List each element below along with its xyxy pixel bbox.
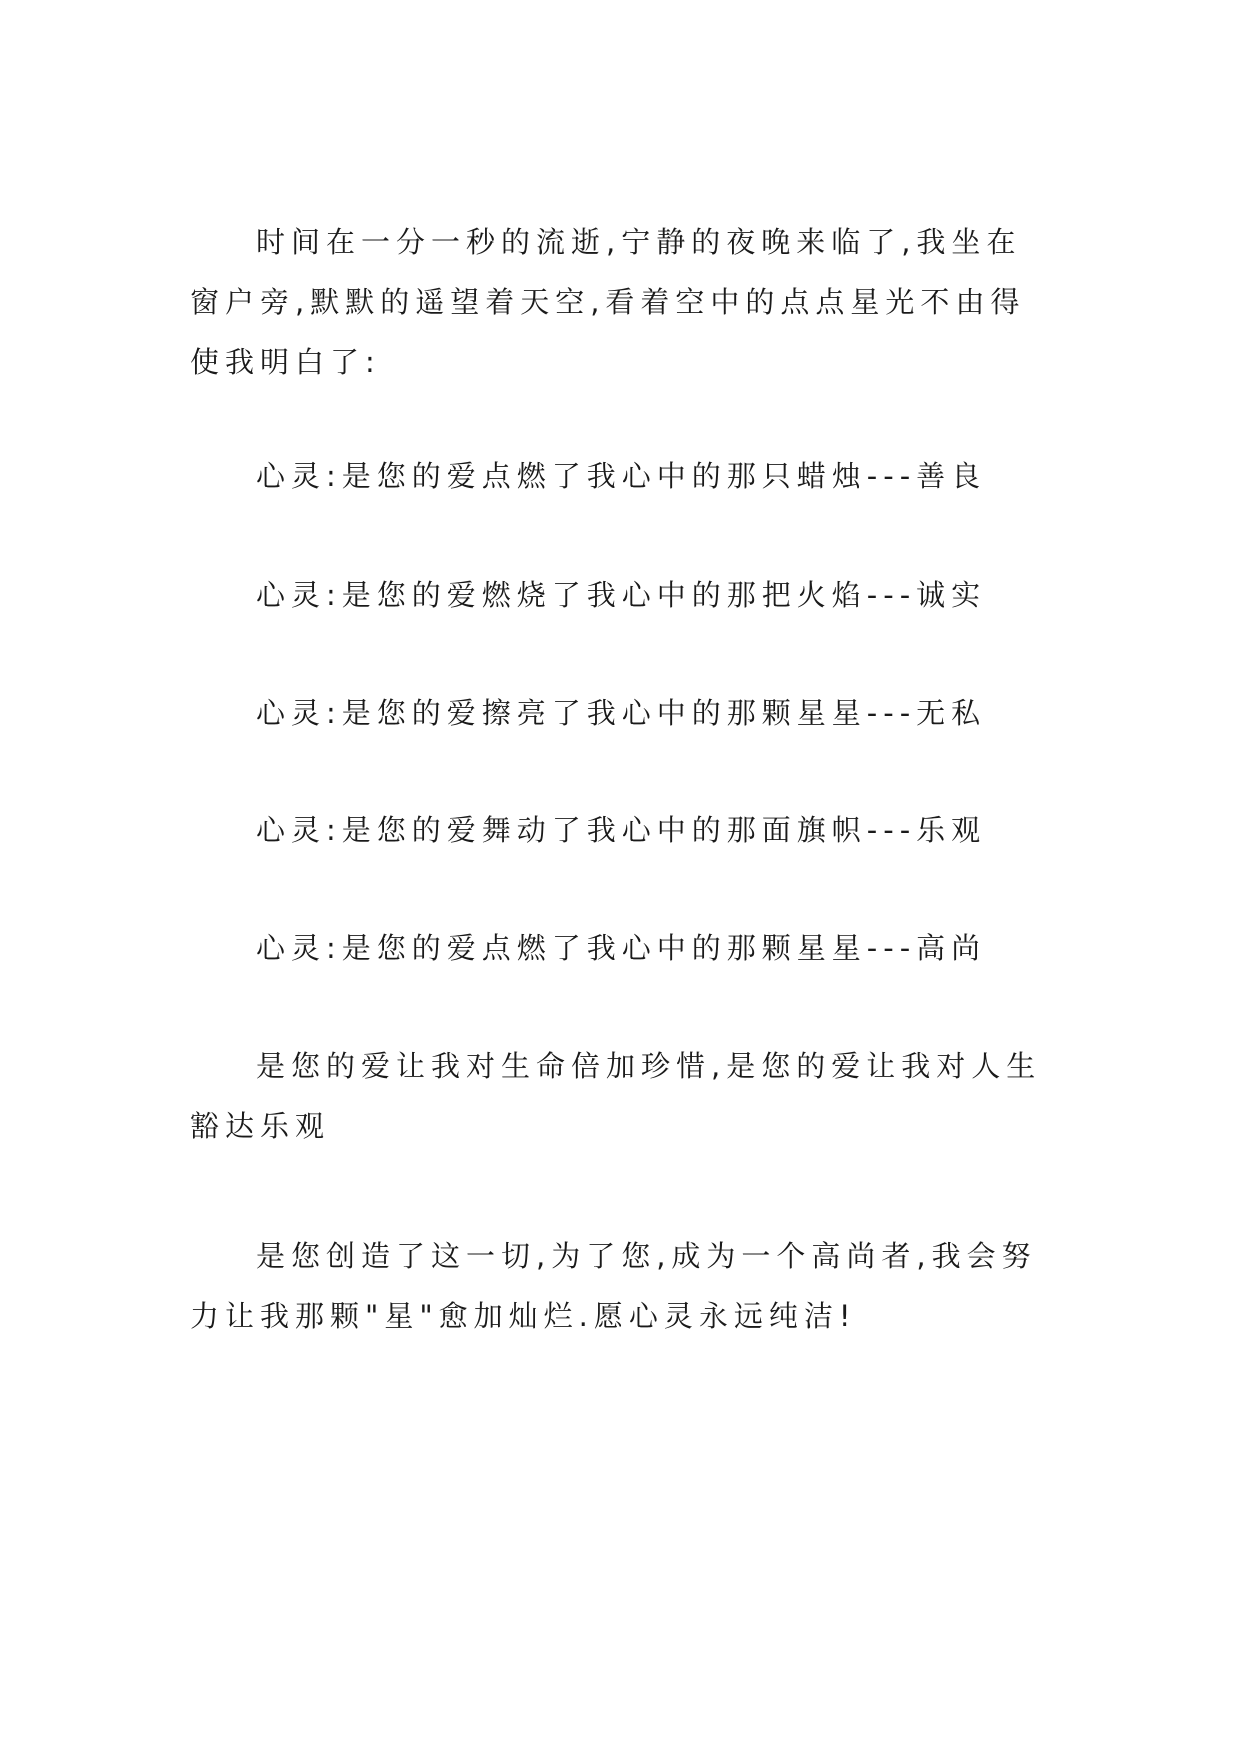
intro-paragraph: 时间在一分一秒的流逝,宁静的夜晚来临了,我坐在窗户旁,默默的遥望着天空,看着空中的点点星光不由得使我明白了: (190, 225, 1026, 379)
verse-line-nobility: 心灵:是您的爱点燃了我心中的那颗星星---高尚 (256, 931, 987, 965)
verse-line-selflessness: 心灵:是您的爱擦亮了我心中的那颗星星---无私 (256, 696, 987, 730)
verse-line-kindness: 心灵:是您的爱点燃了我心中的那只蜡烛---善良 (256, 459, 987, 493)
verse-line-optimism: 心灵:是您的爱舞动了我心中的那面旗帜---乐观 (256, 813, 987, 847)
verse-line-honesty: 心灵:是您的爱燃烧了我心中的那把火焰---诚实 (256, 578, 987, 612)
closing-paragraph: 是您创造了这一切,为了您,成为一个高尚者,我会努力让我那颗"星"愈加灿烂.愿心灵永远纯洁! (190, 1239, 1037, 1333)
cherish-paragraph: 是您的爱让我对生命倍加珍惜,是您的爱让我对人生豁达乐观 (190, 1049, 1042, 1143)
